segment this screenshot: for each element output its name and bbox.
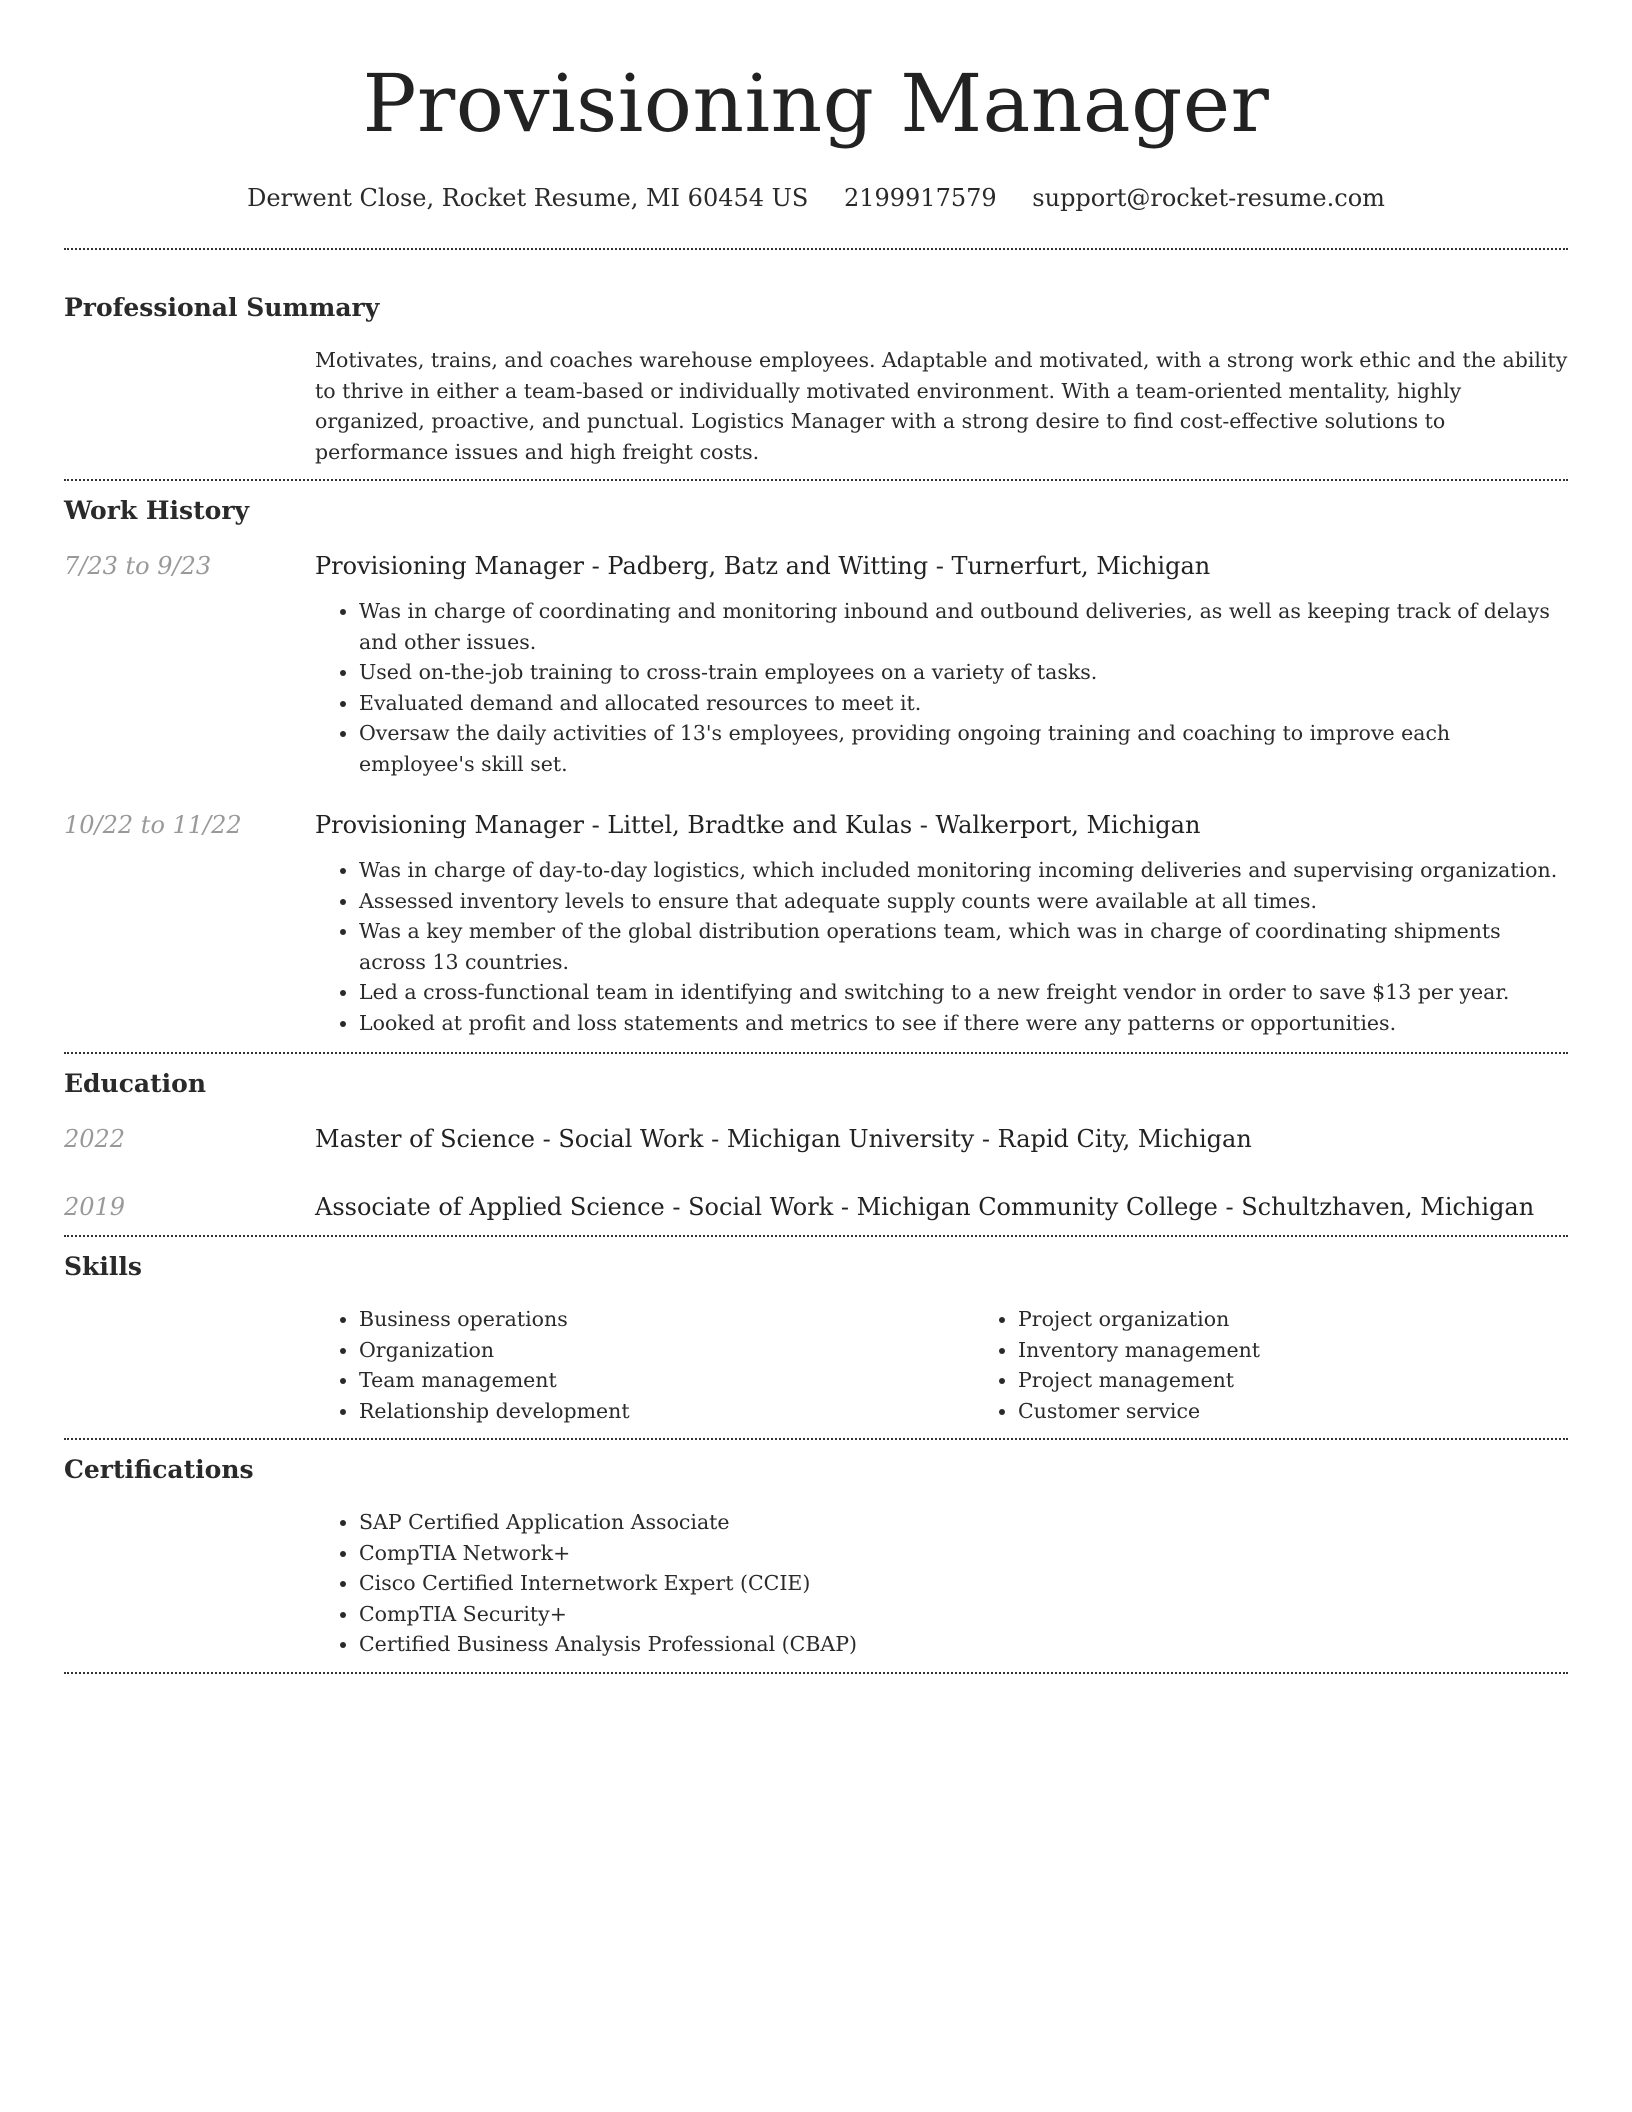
skills-list-right	[974, 1304, 1632, 1426]
education-heading: Master of Science - Social Work - Michigan University - Rapid City, Michigan	[315, 1125, 1252, 1153]
list-item: • Evaluated demand and allocated resources to meet it.	[359, 688, 1568, 719]
divider	[64, 1052, 1568, 1054]
resume-page	[64, 0, 1568, 1674]
section-title-summary: Professional Summary	[64, 293, 380, 322]
list-item: • Was in charge of coordinating and monitoring inbound and outbound deliveries, as well as keeping track of delays and other issues.	[359, 596, 1568, 657]
job-bullets	[315, 596, 1568, 779]
summary-text: Motivates, trains, and coaches warehouse employees. Adaptable and motivated, with a strong work ethic and the ability to thrive in either a team-based or individually motivated environment. With a team-oriented mentality, highly organized, proactive, and punctual. Logistics Manager with a strong desire to find cost-effective solutions to performance issues and high freight costs.	[315, 348, 1568, 464]
certifications-section	[64, 1453, 1568, 1660]
education-entry	[64, 1191, 1568, 1223]
skills-list-left	[315, 1304, 974, 1426]
contact-phone: 2199917579	[843, 184, 997, 212]
job-dates: 7/23 to 9/23	[64, 552, 212, 580]
section-title-certifications: Certifications	[64, 1455, 254, 1484]
contact-address: Derwent Close, Rocket Resume, MI 60454 US	[247, 184, 809, 212]
skill-item: • Inventory management	[1018, 1335, 1632, 1366]
certification-item: • Certified Business Analysis Professional (CBAP)	[359, 1629, 1568, 1660]
skill-item: • Customer service	[1018, 1396, 1632, 1427]
certification-item: • Cisco Certified Internetwork Expert (CCIE)	[359, 1568, 1568, 1599]
job-heading: Provisioning Manager - Littel, Bradtke and Kulas - Walkerport, Michigan	[315, 811, 1201, 839]
education-year: 2022	[64, 1125, 126, 1153]
summary-section	[64, 291, 1568, 467]
list-item: • Led a cross-functional team in identifying and switching to a new freight vendor in order to save $13 per year.	[359, 977, 1568, 1008]
skill-item: • Business operations	[359, 1304, 974, 1335]
candidate-name: Provisioning Manager	[362, 57, 1270, 150]
skill-item: • Project management	[1018, 1365, 1632, 1396]
education-year: 2019	[64, 1193, 126, 1221]
skill-item: • Relationship development	[359, 1396, 974, 1427]
education-entry	[64, 1123, 1568, 1155]
job-bullets	[315, 855, 1568, 1038]
certifications-list	[315, 1507, 1568, 1660]
skills-section	[64, 1250, 1568, 1426]
skill-item: • Project organization	[1018, 1304, 1632, 1335]
work-history-section	[64, 494, 1568, 1038]
divider	[64, 1438, 1568, 1440]
divider	[64, 1235, 1568, 1237]
divider	[64, 248, 1568, 250]
contact-line	[64, 182, 1568, 214]
job-dates: 10/22 to 11/22	[64, 811, 242, 839]
job-heading: Provisioning Manager - Padberg, Batz and Witting - Turnerfurt, Michigan	[315, 552, 1211, 580]
section-title-education: Education	[64, 1069, 207, 1098]
skills-columns	[315, 1304, 1632, 1426]
education-heading: Associate of Applied Science - Social Work - Michigan Community College - Schultzhaven, Michigan	[315, 1193, 1535, 1221]
divider	[64, 1672, 1568, 1674]
list-item: • Assessed inventory levels to ensure that adequate supply counts were available at all times.	[359, 886, 1568, 917]
certification-item: • SAP Certified Application Associate	[359, 1507, 1568, 1538]
section-title-skills: Skills	[64, 1252, 142, 1281]
skill-item: • Team management	[359, 1365, 974, 1396]
list-item: • Was in charge of day-to-day logistics, which included monitoring incoming deliveries and supervising organization.	[359, 855, 1568, 886]
job-entry	[64, 809, 1568, 1038]
list-item: • Looked at profit and loss statements and metrics to see if there were any patterns or opportunities.	[359, 1008, 1568, 1039]
list-item: • Was a key member of the global distribution operations team, which was in charge of coordinating shipments across 13 countries.	[359, 916, 1568, 977]
job-entry	[64, 550, 1568, 779]
skill-item: • Organization	[359, 1335, 974, 1366]
divider	[64, 479, 1568, 481]
list-item: • Used on-the-job training to cross-train employees on a variety of tasks.	[359, 657, 1568, 688]
certification-item: • CompTIA Security+	[359, 1599, 1568, 1630]
section-title-work-history: Work History	[64, 496, 250, 525]
education-section	[64, 1067, 1568, 1223]
list-item: • Oversaw the daily activities of 13's employees, providing ongoing training and coaching to improve each employee's skill set.	[359, 718, 1568, 779]
certification-item: • CompTIA Network+	[359, 1538, 1568, 1569]
contact-email: support@rocket-resume.com	[1032, 184, 1385, 212]
